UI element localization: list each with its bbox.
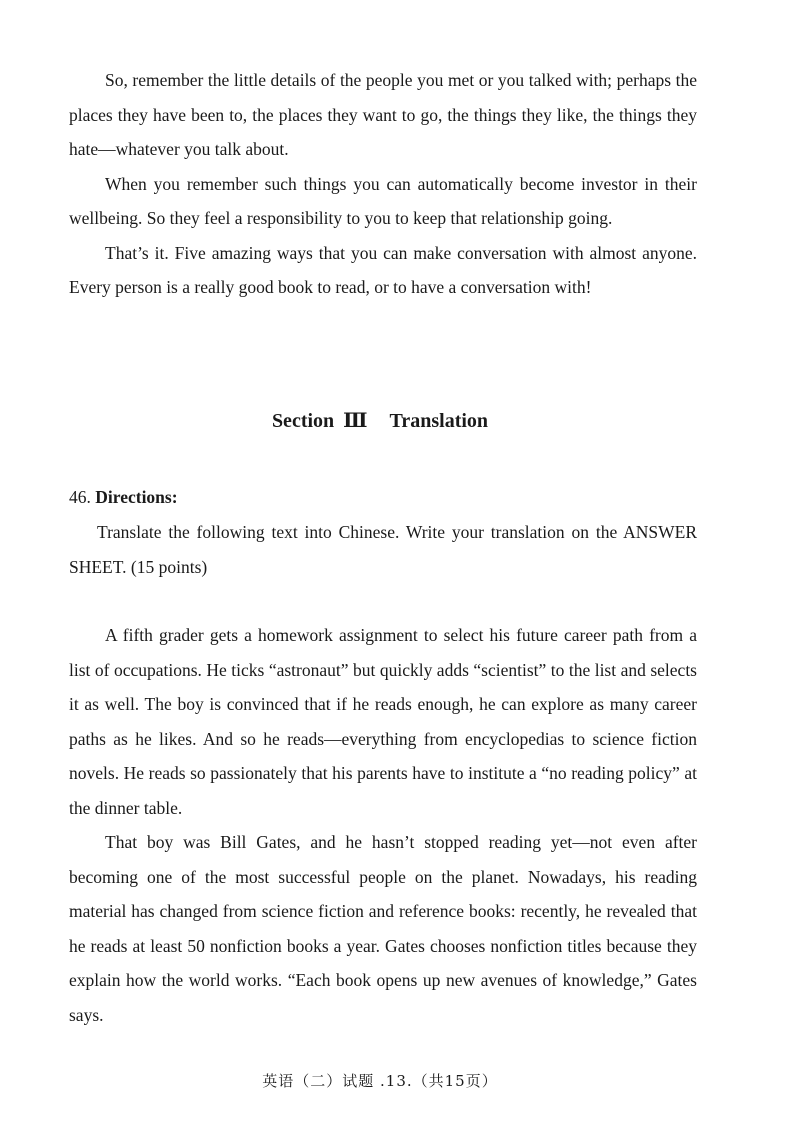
section-heading: [0, 408, 760, 433]
section-name: Translation: [389, 410, 489, 432]
directions-label: Directions:: [95, 487, 178, 507]
passage-end: [69, 63, 697, 305]
directions-text: Translate the following text into Chinese. Write your translation on the ANSWER SHEET. (15 points): [69, 522, 697, 577]
question-header: [69, 482, 178, 512]
translation-passage: [69, 618, 697, 1032]
paragraph: When you remember such things you can automatically become investor in their wellbeing. So they feel a responsibility to you to keep that relationship going.: [69, 173, 697, 228]
directions: [69, 515, 697, 584]
paragraph: That boy was Bill Gates, and he hasn’t stopped reading yet—not even after becoming one of the most successful people on the planet. Nowadays, his reading material has changed from science fiction and reference books: recently, he revealed that he reads at least 50 nonfiction books a year. Gates chooses nonfiction titles because they explain how the world works. “Each book opens up new avenues of knowledge,” Gates says.: [69, 832, 697, 1025]
paragraph: A fifth grader gets a homework assignment to select his future career path from a list of occupations. He ticks “astronaut” but quickly adds “scientist” to the list and selects it as well. The boy is convinced that if he reads enough, he can explore as many career paths as he likes. And so he reads—everything from encyclopedias to science fiction novels. He reads so passionately that his parents have to institute a “no reading policy” at the dinner table.: [69, 625, 697, 818]
question-number: 46.: [69, 487, 91, 507]
page-footer: 英语（二）试题 .13.（共15页）: [262, 1072, 498, 1090]
paragraph: That’s it. Five amazing ways that you can make conversation with almost anyone. Every person is a really good book to read, or to have a conversation with!: [69, 242, 697, 297]
section-number: Section Ⅲ: [271, 410, 368, 432]
paragraph: So, remember the little details of the people you met or you talked with; perhaps the places they have been to, the places they want to go, the things they like, the things they hate—whatever you talk about.: [69, 70, 697, 159]
